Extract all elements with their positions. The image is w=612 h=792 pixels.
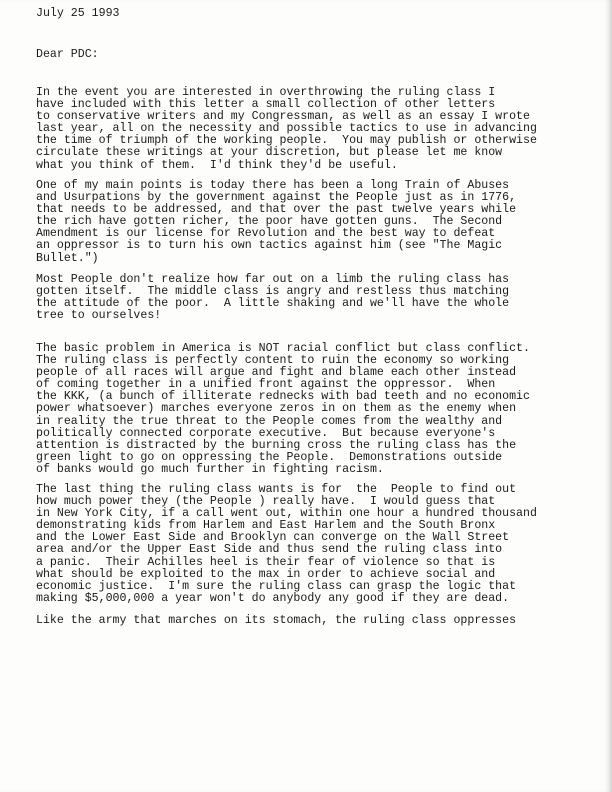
paragraph-4: The basic problem in America is NOT racial conflict but class conflict. The ruling class is perfectly content to ruin the economy so working people of all races will argue and fight and blame each other instead of coming together in a unified front against the oppressor. When the KKK, (a bunch of illiterate rednecks with bad teeth and no economic power whatsoever) marches everyone zeros in on them as the enemy when in reality the true threat to the People comes from the wealthy and politically connected corporate executive. But because everyone's attention is distracted by the burning cross the ruling class has the green light to go on oppressing the People. Demonstrations outside of banks would go much further in fighting racism. (36, 342, 530, 476)
paragraph-6: Like the army that marches on its stomach, the ruling class oppresses (36, 614, 517, 627)
letter-salutation: Dear PDC: (36, 48, 99, 61)
paragraph-1: In the event you are interested in overthrowing the ruling class I have included with this letter a small collection of other letters to conservative writers and my Congressman, as well as an essay I wrote last year, all on the necessity and possible tactics to use in advancing the time of triumph of the working people. You may publish or otherwise circulate these writings at your discretion, but please let me know what you think of them. I'd think they'd be useful. (36, 86, 537, 172)
paragraph-5: The last thing the ruling class wants is for the People to find out how much power they (the People ) really have. I would guess that in New York City, if a call went out, within one hour a hundred thousand demonstrating kids from Harlem and East Harlem and the South Bronx and the Lower East Side and Brooklyn can converge on the Wall Street area and/or the Upper East Side and thus send the ruling class into a panic. Their Achilles heel is their fear of violence so that is what should be exploited to the max in order to achieve social and economic justice. I'm sure the ruling class can grasp the logic that making $5,000,000 a year won't do anybody any good if they are dead. (36, 483, 537, 605)
letter-date: July 25 1993 (36, 7, 120, 20)
paragraph-2: One of my main points is today there has been a long Train of Abuses and Usurpations by the government against the People just as in 1776, that needs to be addressed, and that over the past twelve years while the rich have gotten richer, the poor have gotten guns. The Second Amendment is our license for Revolution and the best way to defeat an oppressor is to turn his own tactics against him (see "The Magic Bullet.") (36, 179, 517, 265)
paragraph-3: Most People don't realize how far out on a limb the ruling class has gotten itself. The middle class is angry and restless thus matching the attitude of the poor. A little shaking and we'll have the whole tree to ourselves! (36, 273, 510, 323)
